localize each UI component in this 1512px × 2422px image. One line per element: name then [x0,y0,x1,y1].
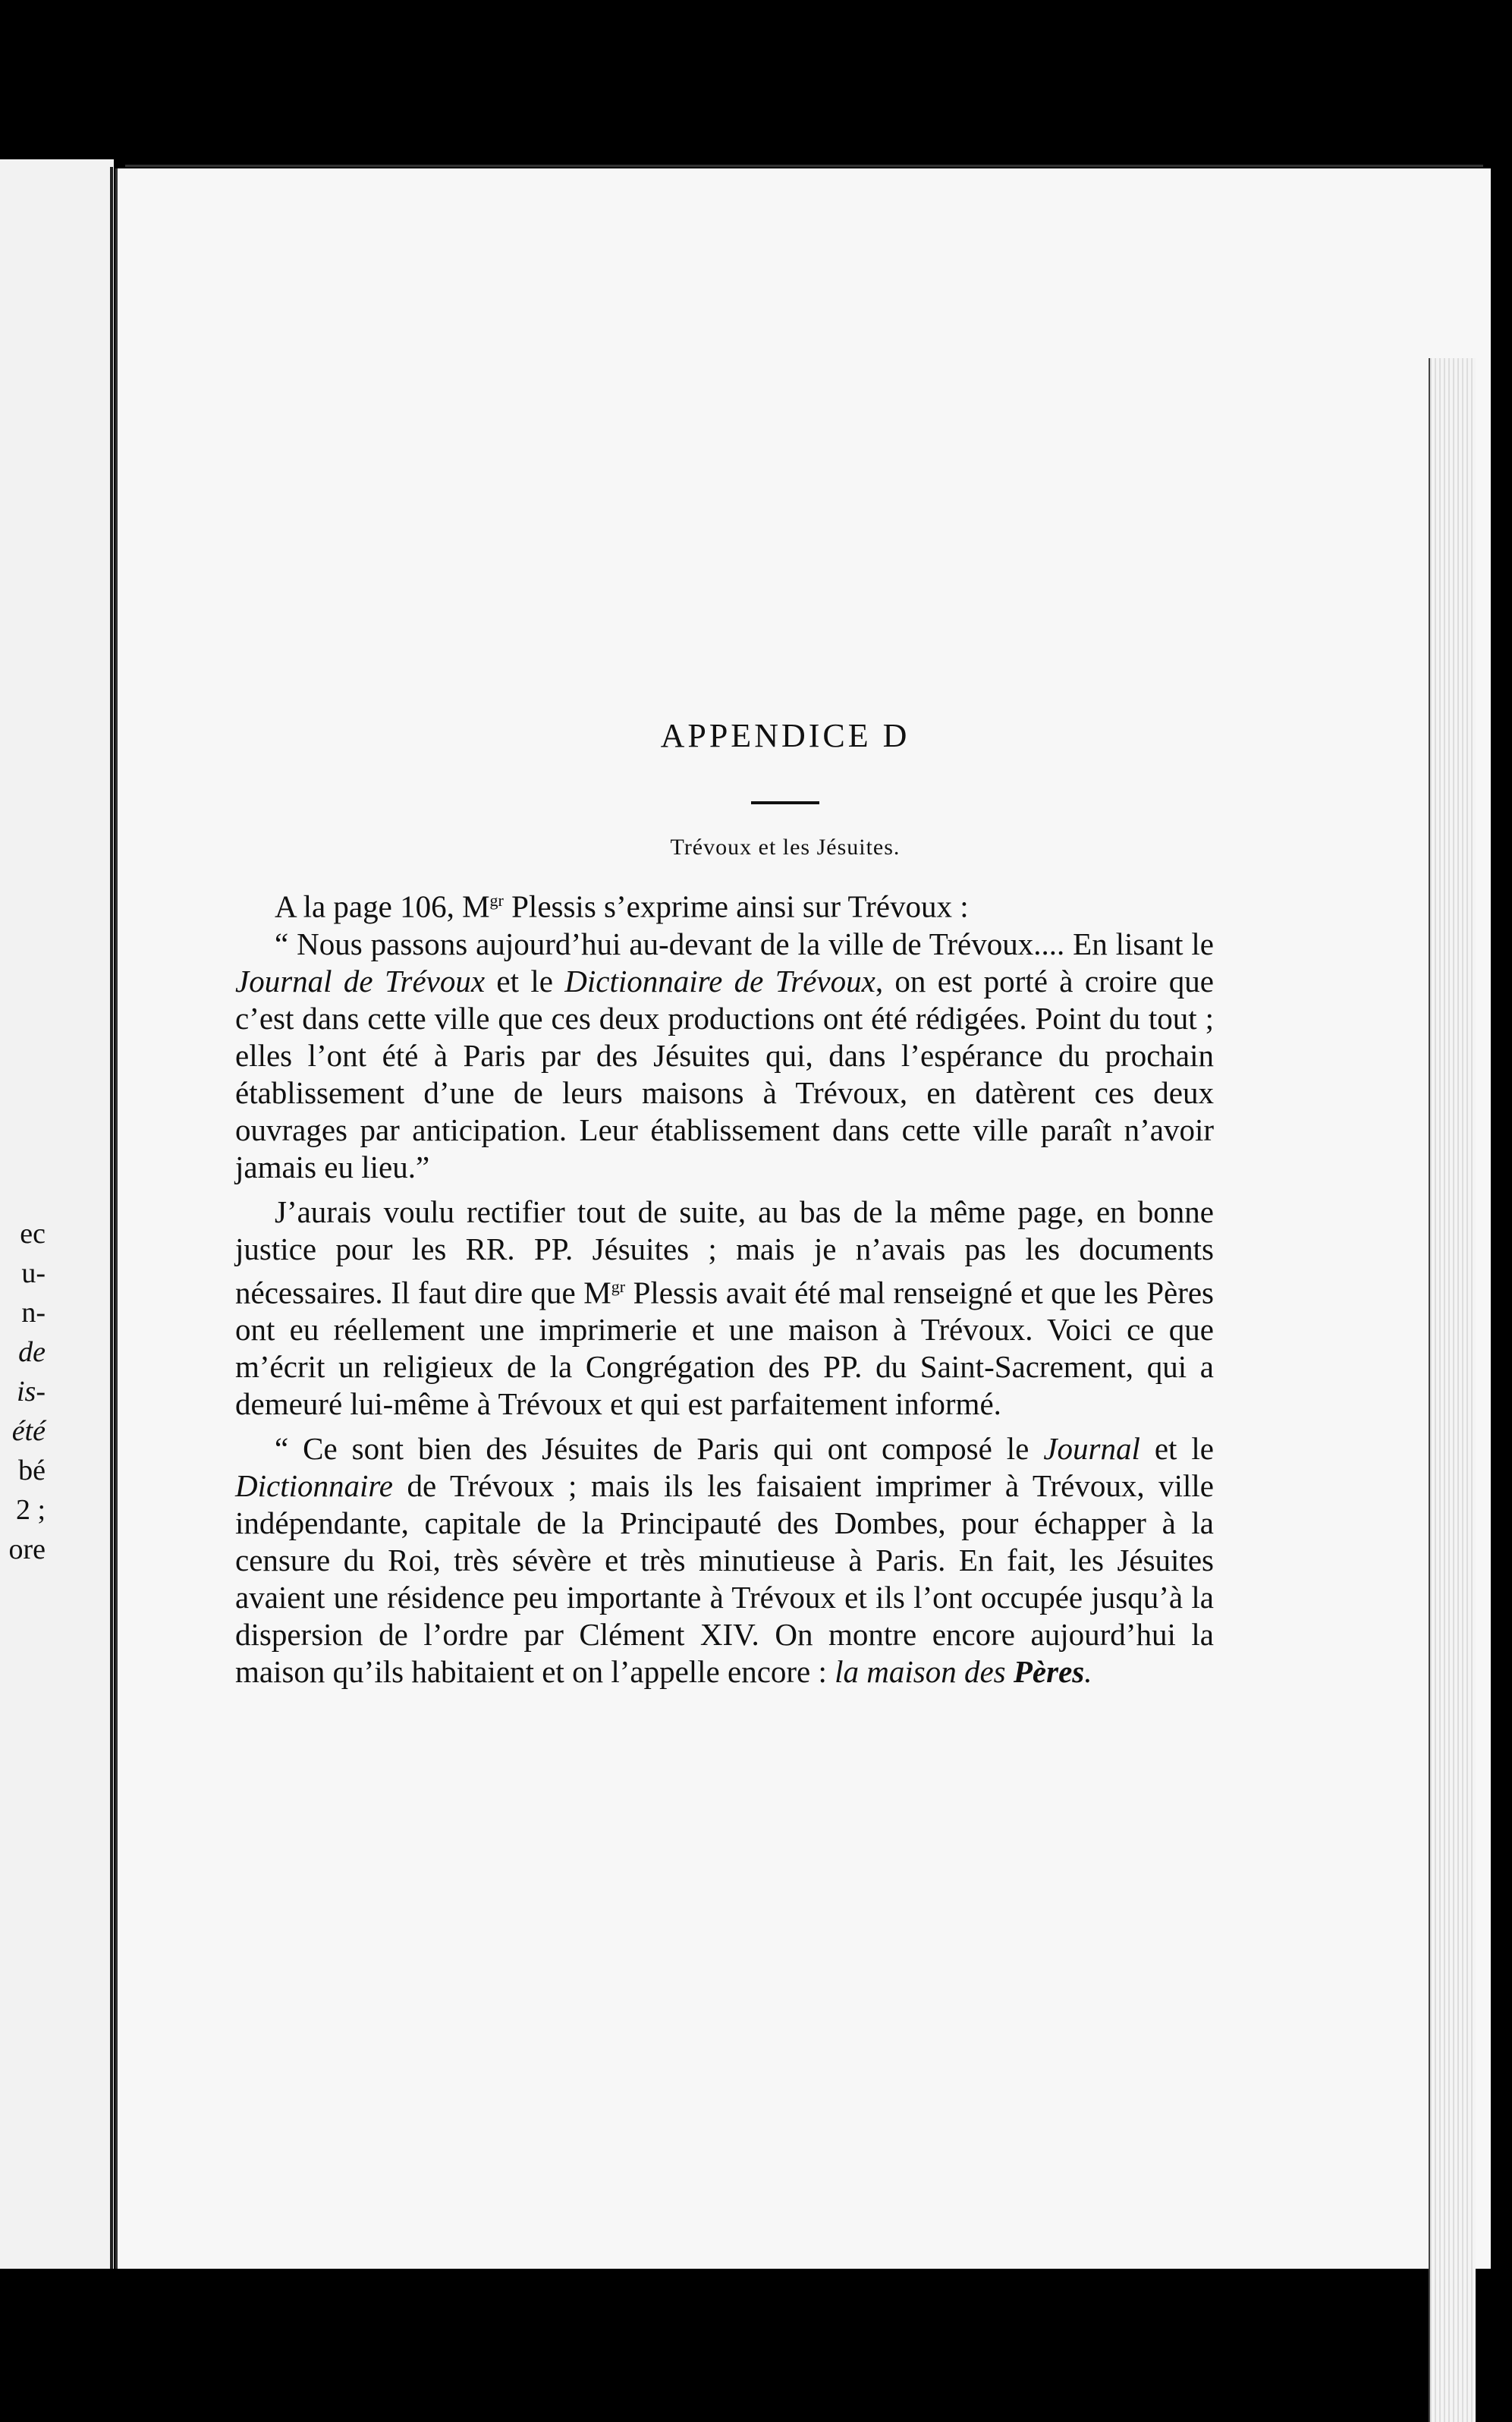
left-fragment: bé [18,1455,46,1486]
appendix-title: APPENDICE D [660,717,910,754]
left-fragment: is- [17,1376,46,1408]
left-fragment: ec [20,1218,46,1250]
left-fragment: ore [8,1533,46,1565]
left-fragment: n- [21,1297,46,1329]
paragraph-rectification: J’aurais voulu rectifier tout de suite, au bas de la même page, en bonne justice pour les RR. PP. Jésuites ; mais je n’avais pas les documents nécessaires. Il faut dire que $M^{gr}$ Plessis avait été mal renseigné et que les Pères ont eu réellement une imprimerie et une maison à Trévoux. Voici ce que m’écrit un religieux de la Congrégation des PP. du Saint-Sacrement, qui a demeuré lui-même à Trévoux et qui est parfaitement informé. [235,1194,1214,1422]
page-top-edge [125,165,1483,167]
appendix-subtitle: Trévoux et les Jésuites. [670,835,901,860]
paragraph-intro: A la page 106, $M^{gr}$ Plessis s’exprime ainsi sur Trévoux : [275,889,969,924]
page-gutter [110,167,113,2269]
paragraph-quote-religieux: “ Ce sont bien des Jésuites de Paris qui ont composé le Journal et le Dictionnaire de Trévoux ; mais ils les faisaient imprimer à Trévoux, ville indépendante, capitale de la Principauté des Dombes, pour échapper à la censure du Roi, très sévère et très minutieuse à Paris. En fait, les Jésuites avaient une résidence peu importante à Trévoux et ils l’ont occupée jusqu’à la dispersion de l’ordre par Clément XIV. On montre encore aujourd’hui la maison qu’ils habitaient et on l’appelle encore : la maison des Pères. [235,1431,1214,1690]
page-stack-edge [1429,358,1476,2422]
left-fragment: été [11,1415,46,1447]
left-fragment: u- [21,1257,46,1289]
left-page-text-fragments [0,1214,46,1569]
appendix-content [235,713,1214,1691]
paragraph-quote-plessis: “ Nous passons aujourd’hui au-devant de la ville de Trévoux.... En lisant le Journal de Trévoux et le Dictionnaire de Trévoux, on est porté à croire que c’est dans cette ville que ces deux productions ont été rédigées. Point du tout ; elles l’ont été à Paris par des Jésuites qui, dans l’espérance du prochain établissement d’une de leurs maisons à Trévoux, en datèrent ces deux ouvrages par anticipation. Leur établissement dans cette ville paraît n’avoir jamais eu lieu.” [235,926,1214,1184]
left-fragment: de [18,1336,46,1368]
left-fragment: 2 ; [15,1494,46,1526]
title-rule [751,801,819,804]
